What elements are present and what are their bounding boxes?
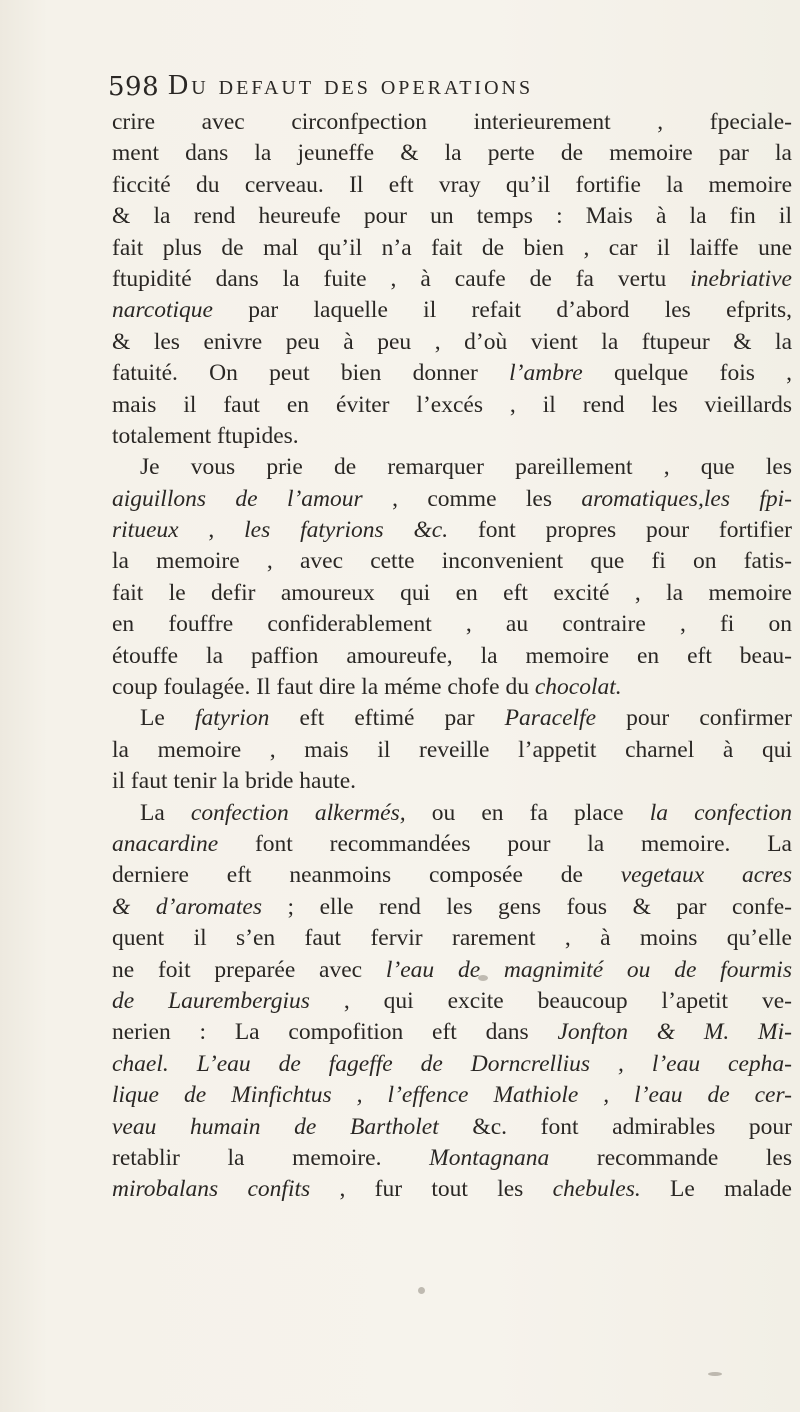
text-segment: fatuité. On peut bien donner — [112, 360, 510, 387]
text-segment: pour confirmer — [596, 705, 792, 732]
italic-text: ritueux — [112, 517, 179, 544]
text-line — [112, 986, 792, 1017]
text-segment: recommande les — [549, 1144, 792, 1171]
italic-text: confection alkermés, — [190, 799, 406, 826]
text-line — [112, 1143, 792, 1174]
text-line — [112, 798, 792, 829]
text-segment: étouffe la paffion amoureufe, la memoire en eft beau- — [112, 642, 792, 669]
text-line — [112, 170, 792, 201]
ink-spot — [478, 975, 488, 981]
body-text — [112, 107, 792, 1206]
text-segment: ficcité du cerveau. Il eft vray qu’il fortifie la memoire — [112, 171, 792, 198]
italic-text: Jonfton & M. Mi- — [557, 1019, 792, 1046]
text-line — [112, 138, 792, 169]
text-line — [112, 923, 792, 954]
ink-spot — [708, 1372, 722, 1376]
italic-text: Montagnana — [429, 1144, 550, 1171]
text-line — [112, 390, 792, 421]
text-segment: ment dans la jeuneffe & la perte de memoire par la — [112, 140, 792, 167]
italic-text: chebules. — [552, 1176, 641, 1203]
italic-text: l’eau de magnimité ou de fourmis — [385, 956, 792, 983]
text-line — [112, 766, 792, 797]
italic-text: mirobalans confits — [112, 1176, 311, 1203]
text-line — [112, 233, 792, 264]
text-segment: & la rend heureufe pour un temps : Mais à la fin il — [112, 203, 792, 230]
text-segment: , comme les — [362, 485, 582, 512]
text-line — [112, 201, 792, 232]
text-segment: la memoire , mais il reveille l’appetit charnel à qui — [112, 736, 792, 763]
text-segment: La — [140, 799, 191, 826]
italic-text: inebriative — [690, 265, 792, 292]
text-segment: totalement ftupides. — [112, 422, 299, 449]
italic-text: fatyrion — [194, 705, 270, 732]
text-segment: , fur tout les — [310, 1176, 553, 1203]
text-line — [112, 672, 792, 703]
text-segment: quelque fois , — [582, 360, 793, 387]
italic-text: aiguillons de l’amour — [112, 485, 363, 512]
italic-text: vegetaux acres — [620, 862, 793, 889]
text-line — [112, 609, 792, 640]
text-segment: font recommandées pour la memoire. La — [218, 830, 792, 857]
text-segment: la memoire , avec cette inconvenient que fi on fatis- — [112, 548, 792, 575]
text-segment: derniere eft neanmoins composée de — [112, 862, 621, 889]
text-segment: Le — [140, 705, 195, 732]
text-segment: fait plus de mal qu’il n’a fait de bien , car il laiffe une — [112, 234, 792, 261]
text-line — [112, 484, 792, 515]
italic-text: aromatiques,les fpi- — [581, 485, 792, 512]
text-line — [112, 860, 792, 891]
text-line — [112, 703, 792, 734]
text-line — [112, 421, 792, 452]
text-segment: , — [178, 517, 245, 544]
text-segment: ; elle rend les gens fous & par confe- — [262, 893, 792, 920]
text-line — [112, 452, 792, 483]
text-line — [112, 1017, 792, 1048]
italic-text: anacardine — [112, 830, 219, 857]
text-line — [112, 829, 792, 860]
text-segment: par laquelle il refait d’abord les efprits, — [212, 297, 792, 324]
text-line — [112, 1049, 792, 1080]
italic-text: veau humain de Bartholet — [112, 1113, 439, 1140]
running-title: Du defaut des operations — [168, 70, 534, 101]
text-segment: font propres pour fortifier — [448, 517, 792, 544]
text-segment: & les enivre peu à peu , d’où vient la ftupeur & la — [112, 328, 792, 355]
text-segment: en fouffre confiderablement , au contraire , fi on — [112, 611, 792, 638]
running-head — [108, 70, 798, 112]
text-line — [112, 264, 792, 295]
ink-spot — [418, 1287, 425, 1294]
text-segment: crire avec circonfpection interieurement , fpeciale- — [112, 109, 792, 135]
text-segment: eft eftimé par — [269, 705, 505, 732]
text-segment: ftupidité dans la fuite , à caufe de fa vertu — [112, 265, 691, 292]
text-line — [112, 295, 792, 326]
text-segment: coup foulagée. Il faut dire la méme chofe du — [112, 674, 535, 701]
italic-text: l’ambre — [509, 360, 583, 387]
text-line — [112, 358, 792, 389]
text-line — [112, 641, 792, 672]
text-line — [112, 1112, 792, 1143]
italic-text: de Laurembergius — [112, 987, 310, 1014]
text-segment: ou en fa place — [405, 799, 650, 826]
text-segment: Le malade — [640, 1176, 792, 1203]
italic-text: les fatyrions &c. — [244, 517, 449, 544]
text-line — [112, 1174, 792, 1205]
page-number: 598 — [108, 72, 160, 102]
text-line — [112, 578, 792, 609]
text-line — [112, 546, 792, 577]
italic-text: la confection — [649, 799, 792, 826]
text-segment: nerien : La compofition eft dans — [112, 1019, 558, 1046]
text-line — [112, 107, 792, 138]
text-segment: , qui excite beaucoup l’apetit ve- — [309, 987, 792, 1014]
text-segment: fait le defir amoureux qui en eft excité , la memoire — [112, 579, 792, 606]
text-line — [112, 892, 792, 923]
text-segment: Je vous prie de remarquer pareillement , que les — [140, 454, 792, 481]
italic-text: lique de Minfichtus , l’effence Mathiole , l’eau de cer- — [112, 1082, 792, 1109]
text-segment: il faut tenir la bride haute. — [112, 768, 357, 795]
italic-text: & d’aromates — [112, 893, 262, 920]
text-segment: mais il faut en éviter l’excés , il rend les vieillards — [112, 391, 792, 418]
text-segment: retablir la memoire. — [112, 1144, 430, 1171]
text-segment: ne foit preparée avec — [112, 956, 386, 983]
text-line — [112, 955, 792, 986]
italic-text: chocolat. — [534, 674, 622, 701]
text-line — [112, 1080, 792, 1111]
text-line — [112, 515, 792, 546]
text-segment: &c. font admirables pour — [438, 1113, 792, 1140]
italic-text: chael. L’eau de fageffe de Dorncrellius , l’eau cepha- — [112, 1050, 792, 1077]
text-segment: quent il s’en faut fervir rarement , à moins qu’elle — [112, 925, 792, 952]
italic-text: narcotique — [112, 297, 213, 324]
italic-text: Paracelfe — [504, 705, 597, 732]
text-line — [112, 327, 792, 358]
text-line — [112, 735, 792, 766]
